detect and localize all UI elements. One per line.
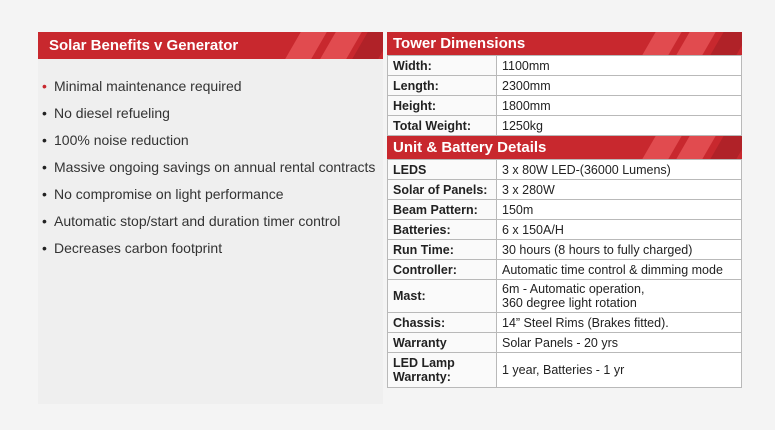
table-row (388, 160, 742, 180)
header-stripe (642, 32, 681, 55)
table-row (388, 56, 742, 76)
row-label: Solar of Panels: (388, 180, 497, 200)
dimensions-title: Tower Dimensions (393, 35, 526, 52)
benefits-header (38, 32, 383, 59)
list-item: • Automatic stop/start and duration timer control (42, 208, 383, 235)
table-row (388, 116, 742, 136)
row-label: Run Time: (388, 240, 497, 260)
row-value: 150m (497, 200, 742, 220)
table-row (388, 353, 742, 388)
bullet-icon: • (42, 186, 47, 202)
table-row (388, 180, 742, 200)
table-row (388, 220, 742, 240)
bullet-icon: • (42, 159, 47, 175)
header-stripe (710, 32, 742, 55)
row-value: 1100mm (497, 56, 742, 76)
bullet-icon: • (42, 240, 47, 256)
header-stripe (285, 32, 327, 59)
row-value: 14” Steel Rims (Brakes fitted). (497, 313, 742, 333)
row-label: Length: (388, 76, 497, 96)
bullet-icon: • (42, 213, 47, 229)
list-item: • Decreases carbon footprint (42, 235, 383, 262)
row-label: Chassis: (388, 313, 497, 333)
header-stripe (710, 136, 742, 159)
row-value: 6m - Automatic operation, 360 degree light rotation (497, 280, 742, 313)
table-row (388, 333, 742, 353)
list-item: • Massive ongoing savings on annual rental contracts (42, 154, 383, 181)
details-header (387, 136, 742, 159)
row-label: Total Weight: (388, 116, 497, 136)
row-value: 6 x 150A/H (497, 220, 742, 240)
benefits-list (38, 59, 383, 262)
bullet-icon: • (42, 132, 47, 148)
bullet-icon: • (42, 78, 47, 94)
table-row (388, 260, 742, 280)
row-value: 1 year, Batteries - 1 yr (497, 353, 742, 388)
row-value: 1800mm (497, 96, 742, 116)
benefits-title: Solar Benefits v Generator (49, 37, 239, 54)
details-table (387, 159, 742, 388)
row-label: Controller: (388, 260, 497, 280)
row-label: Warranty (388, 333, 497, 353)
row-value: Automatic time control & dimming mode (497, 260, 742, 280)
header-stripe (676, 32, 715, 55)
row-value: 30 hours (8 hours to fully charged) (497, 240, 742, 260)
table-row (388, 200, 742, 220)
list-item: • No compromise on light performance (42, 181, 383, 208)
table-row (388, 76, 742, 96)
row-value: Solar Panels - 20 yrs (497, 333, 742, 353)
row-label: Height: (388, 96, 497, 116)
table-row (388, 280, 742, 313)
list-item: • Minimal maintenance required (42, 73, 383, 100)
table-row (388, 96, 742, 116)
row-label: Beam Pattern: (388, 200, 497, 220)
row-label: LEDS (388, 160, 497, 180)
list-item: • No diesel refueling (42, 100, 383, 127)
benefits-panel (38, 32, 383, 404)
row-value: 3 x 280W (497, 180, 742, 200)
table-row (388, 313, 742, 333)
dimensions-header (387, 32, 742, 55)
spec-column (387, 32, 742, 388)
details-title: Unit & Battery Details (393, 139, 547, 156)
bullet-icon: • (42, 105, 47, 121)
header-stripe (676, 136, 715, 159)
row-label: Batteries: (388, 220, 497, 240)
header-stripe (642, 136, 681, 159)
dimensions-table (387, 55, 742, 136)
row-value: 3 x 80W LED-(36000 Lumens) (497, 160, 742, 180)
list-item: • 100% noise reduction (42, 127, 383, 154)
row-label: Width: (388, 56, 497, 76)
row-value: 2300mm (497, 76, 742, 96)
row-value: 1250kg (497, 116, 742, 136)
table-row (388, 240, 742, 260)
row-label: LED Lamp Warranty: (388, 353, 497, 388)
row-label: Mast: (388, 280, 497, 313)
